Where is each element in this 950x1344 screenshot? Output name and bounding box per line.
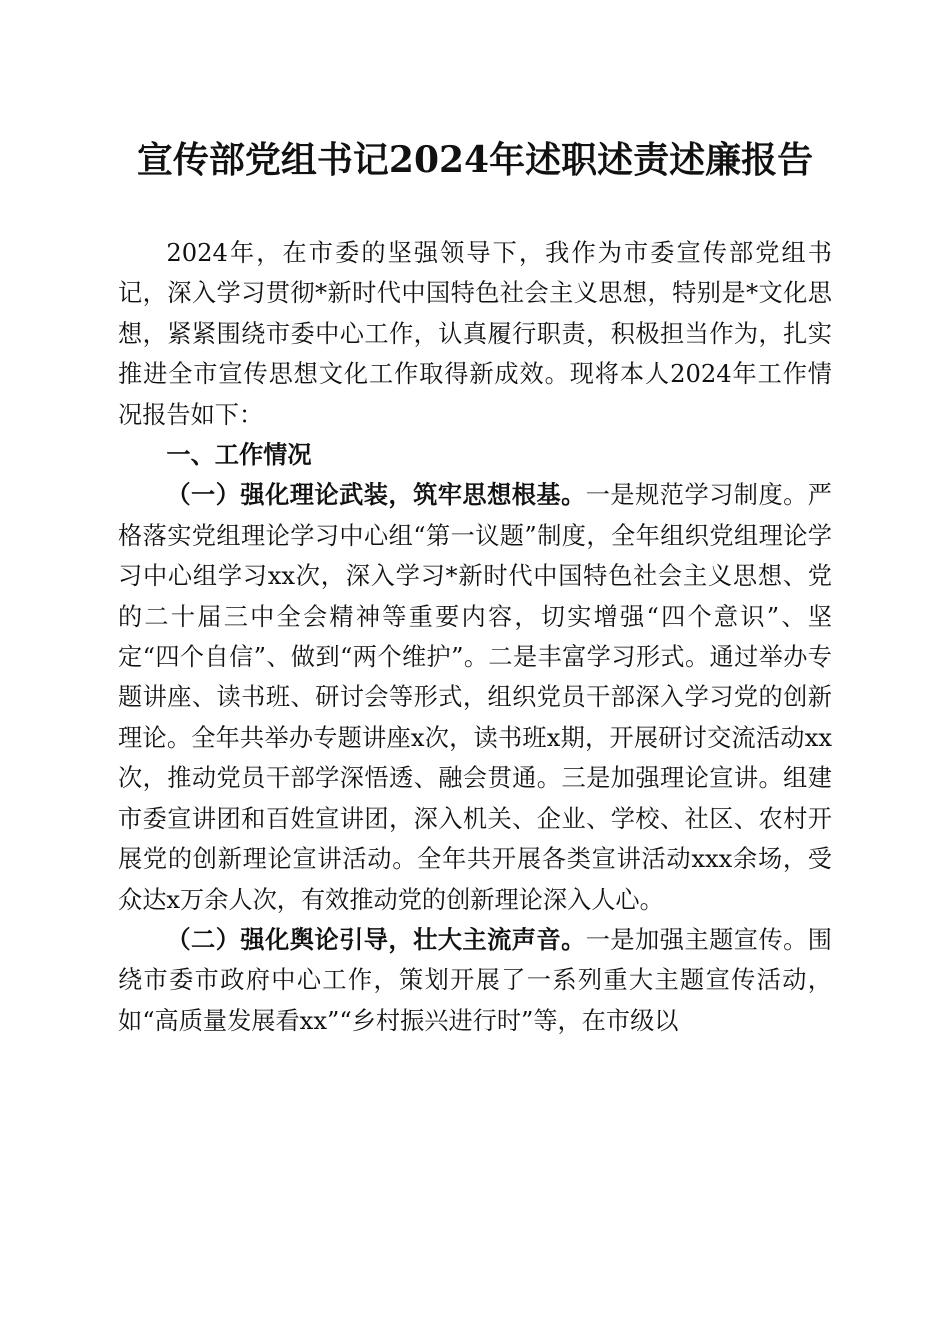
subsection-1-paragraph — [118, 475, 832, 919]
subsection-2-paragraph — [118, 920, 832, 1041]
document-title: 宣传部党组书记2024年述职述责述廉报告 — [136, 139, 814, 181]
subsection-2-title: （二）强化舆论引导，壮大主流声音。 — [166, 924, 586, 954]
subsection-1-text: 一是规范学习制度。严格落实党组理论学习中心组“第一议题”制度，全年组织党组理论学习中心组学习xx次，深入学习*新时代中国特色社会主义思想、党的二十届三中全会精神等重要内容，切实增强“四个意识”、坚定“四个自信”、做到“两个维护”。二是丰富学习形式。通过举办专题讲座、读书班、研讨会等形式，组织党员干部深入学习党的创新理论。全年共举办专题讲座x次，读书班x期，开展研讨交流活动xx次，推动党员干部学深悟透、融会贯通。三是加强理论宣讲。组建市委宣讲团和百姓宣讲团，深入机关、企业、学校、社区、农村开展党的创新理论宣讲活动。全年共开展各类宣讲活动xxx余场，受众达x万余人次，有效推动党的创新理论深入人心。 — [118, 481, 832, 914]
subsection-2-text: 一是加强主题宣传。围绕市委市政府中心工作，策划开展了一系列重大主题宣传活动，如“高质量发展看xx”“乡村振兴进行时”等，在市级以 — [118, 925, 832, 1035]
document-body — [118, 233, 832, 1041]
section-heading-work-status: 一、工作情况 — [166, 441, 312, 470]
subsection-1-title: （一）强化理论武装，筑牢思想根基。 — [166, 480, 586, 510]
intro-paragraph: 2024年，在市委的坚强领导下，我作为市委宣传部党组书记，深入学习贯彻*新时代中国特色社会主义思想，特别是*文化思想，紧紧围绕市委中心工作，认真履行职责，积极担当作为，扎实推进全市宣传思想文化工作取得新成效。现将本人2024年工作情况报告如下： — [118, 239, 832, 429]
